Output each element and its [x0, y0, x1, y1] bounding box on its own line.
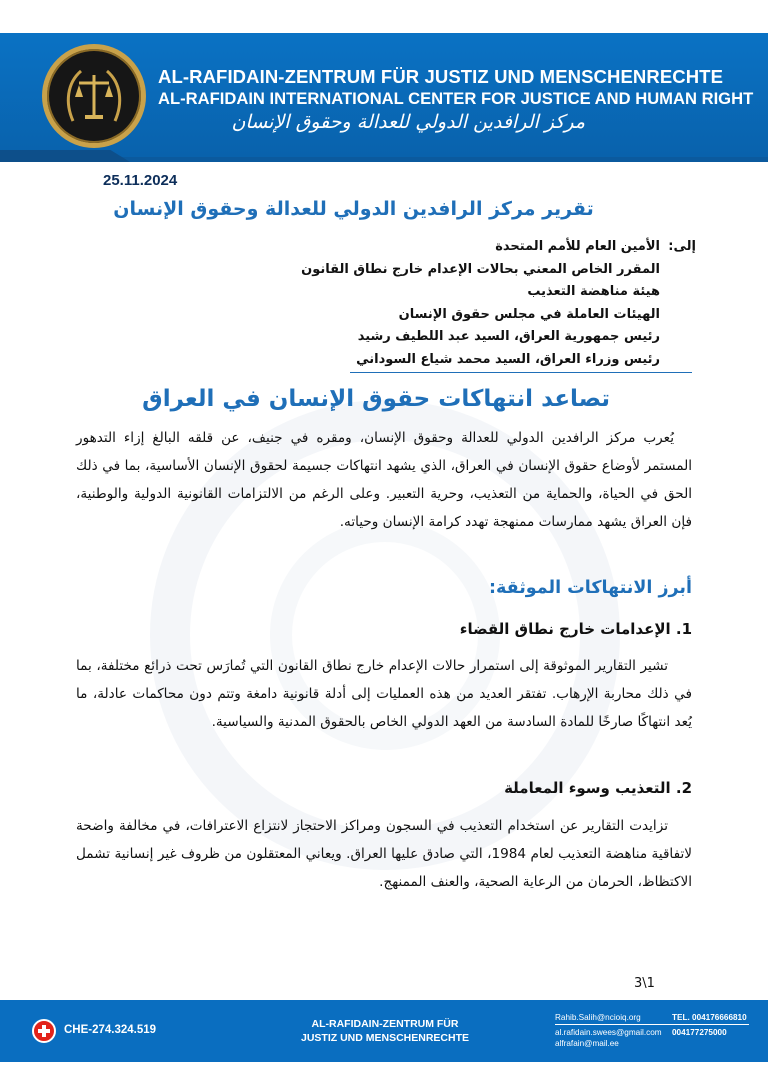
header-accent	[0, 150, 130, 162]
email-link[interactable]: alfrafain@mail.ee	[555, 1039, 619, 1048]
recipient: المقرر الخاص المعني بحالات الإعدام خارج نطاق القانون	[301, 261, 660, 277]
recipient: الأمين العام للأمم المتحدة	[495, 239, 660, 254]
recipient-row	[300, 304, 696, 327]
email-link[interactable]: Rahib.Salih@ncioiq.org	[555, 1013, 641, 1022]
phone-number: 004177275000	[672, 1028, 727, 1037]
item-heading-torture: 2. التعذيب وسوء المعاملة	[504, 779, 692, 797]
document-title: تقرير مركز الرافدين الدولي للعدالة وحقوق الإنسان	[113, 198, 594, 220]
document-date: 25.11.2024	[103, 172, 178, 189]
swiss-flag-icon	[32, 1019, 56, 1043]
org-name-arabic: مركز الرافدين الدولي للعدالة وحقوق الإنسان	[231, 111, 585, 133]
report-subtitle: تصاعد انتهاكات حقوق الإنسان في العراق	[142, 386, 610, 412]
recipient: هيئة مناهضة التعذيب	[527, 284, 660, 300]
page-number: 3\1	[634, 976, 655, 991]
recipient: رئيس جمهورية العراق، السيد عبد اللطيف رشيد	[357, 329, 660, 345]
footer-org-line1: AL-RAFIDAIN-ZENTRUM FÜR	[311, 1018, 459, 1030]
recipient-row	[300, 349, 696, 372]
org-name-english: AL-RAFIDAIN INTERNATIONAL CENTER FOR JUSTICE AND HUMAN RIGHT	[158, 89, 754, 108]
separator-line	[350, 372, 692, 373]
footer-band	[0, 1062, 768, 1086]
company-id: CHE-274.324.519	[64, 1024, 157, 1036]
section-heading: أبرز الانتهاكات الموثقة:	[489, 578, 692, 598]
recipients-block	[300, 236, 696, 372]
item-heading-executions: 1. الإعدامات خارج نطاق القضاء	[459, 620, 692, 638]
footer-phones	[672, 1012, 747, 1038]
to-label: إلى:	[668, 239, 696, 254]
recipient-row	[300, 281, 696, 304]
footer-emails	[555, 1012, 662, 1049]
recipient-row	[300, 326, 696, 349]
recipient: الهيئات العاملة في مجلس حقوق الإنسان	[398, 306, 660, 322]
org-name-german: AL-RAFIDAIN-ZENTRUM FÜR JUSTIZ UND MENSCHENRECHTE	[158, 66, 724, 87]
recipient: رئيس وزراء العراق، السيد محمد شياع السوداني	[356, 351, 660, 367]
recipient-row	[300, 259, 696, 282]
scales-of-justice-icon	[42, 44, 146, 148]
intro-paragraph: يُعرب مركز الرافدين الدولي للعدالة وحقوق الإنسان، ومقره في جنيف، عن قلقه البالغ إزاء التدهور المستمر لأوضاع حقوق الإنسان في العراق، الذي يشهد انتهاكات جسيمة لحقوق الإنسان الأساسية، بما في ذلك الحق في الحياة، والحماية من التعذيب، وحرية التعبير. وعلى الرغم من الالتزامات القانونية الدولية والوطنية، فإن العراق يشهد ممارسات ممنهجة تهدد كرامة الإنسان وحياته.	[76, 430, 692, 530]
phone-number: TEL. 004176666810	[672, 1013, 747, 1022]
email-link[interactable]: al.rafidain.swees@gmail.com	[555, 1028, 662, 1037]
recipient-row	[300, 236, 696, 259]
item-paragraph-torture: تزايدت التقارير عن استخدام التعذيب في السجون ومراكز الاحتجاز لانتزاع الاعترافات، في مخالفة واضحة لاتفاقية مناهضة التعذيب لعام 1984، التي صادق عليها العراق. ويعاني المعتقلون من ظروف غير إنسانية تشمل الاكتظاظ، الحرمان من الرعاية الصحية، والعنف الممنهج.	[76, 818, 692, 890]
item-paragraph-executions: تشير التقارير الموثوقة إلى استمرار حالات الإعدام خارج نطاق القانون التي تُمارَس تحت ذرائع مختلفة، بما في ذلك محاربة الإرهاب. تفتقر العديد من هذه العمليات إلى أدلة قانونية دامغة وتتم دون محاكمات عادلة، ما يُعد انتهاكًا صارخًا للمادة السادسة من العهد الدولي الخاص بالحقوق المدنية والسياسية.	[76, 658, 692, 730]
footer-org-line2: JUSTIZ UND MENSCHENRECHTE	[300, 1032, 469, 1044]
